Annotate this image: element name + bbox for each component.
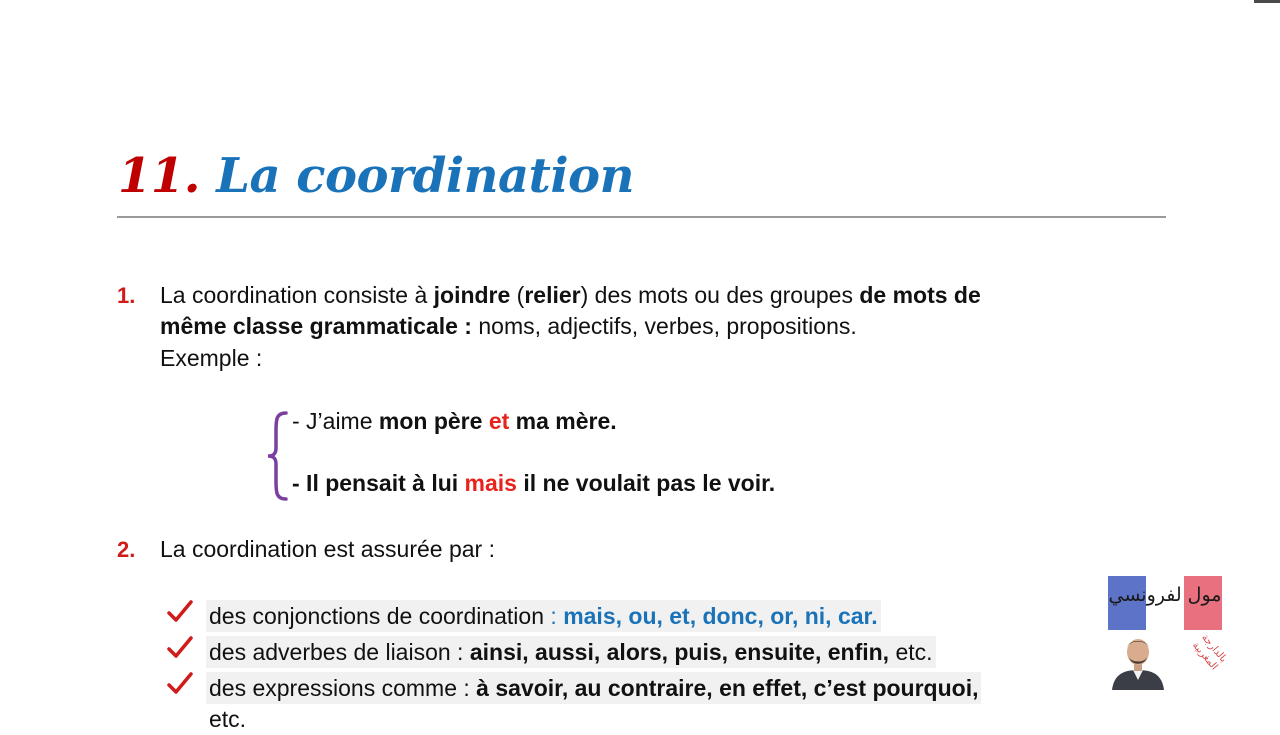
section-number: 11. bbox=[118, 148, 201, 204]
presenter-avatar-icon bbox=[1108, 630, 1168, 690]
bullet-expressions-overflow: etc. bbox=[209, 706, 247, 732]
conjunction-highlight: mais bbox=[464, 470, 517, 496]
checkmark-icon bbox=[166, 670, 194, 698]
checkmark-icon bbox=[166, 598, 194, 626]
section-title bbox=[118, 140, 634, 212]
example-sentence-2: - Il pensait à lui mais il ne voulait pas le voir. bbox=[292, 470, 776, 496]
item2-text: La coordination est assurée par : bbox=[160, 536, 495, 562]
item1-line2: même classe grammaticale : noms, adjectifs, verbes, propositions. bbox=[160, 313, 857, 339]
section-title-text: La coordination bbox=[216, 148, 634, 204]
conjunction-highlight: et bbox=[488, 408, 510, 434]
bullet-conjunctions: des conjonctions de coordination : mais, ou, et, donc, or, ni, car. bbox=[206, 600, 881, 632]
item-number-1: 1. bbox=[117, 283, 136, 308]
item1-line1: La coordination consiste à joindre (relier) des mots ou des groupes de mots de bbox=[160, 282, 981, 308]
curly-brace bbox=[266, 410, 294, 502]
checkmark-icon bbox=[166, 634, 194, 662]
logo-subtext: بالدارجة المغربية bbox=[1189, 632, 1229, 673]
window-corner-mark bbox=[1254, 0, 1280, 3]
logo-text: مول لفرونسي bbox=[1108, 584, 1222, 606]
bullet-expressions: des expressions comme : à savoir, au contraire, en effet, c’est pourquoi, bbox=[206, 672, 981, 704]
item-number-2: 2. bbox=[117, 537, 136, 562]
example-sentence-1: - J’aime mon père et ma mère. bbox=[292, 408, 617, 434]
example-label: Exemple : bbox=[160, 345, 263, 371]
bullet-adverbs: des adverbes de liaison : ainsi, aussi, alors, puis, ensuite, enfin, etc. bbox=[206, 636, 936, 668]
title-underline bbox=[117, 216, 1166, 218]
channel-logo bbox=[1108, 576, 1229, 690]
